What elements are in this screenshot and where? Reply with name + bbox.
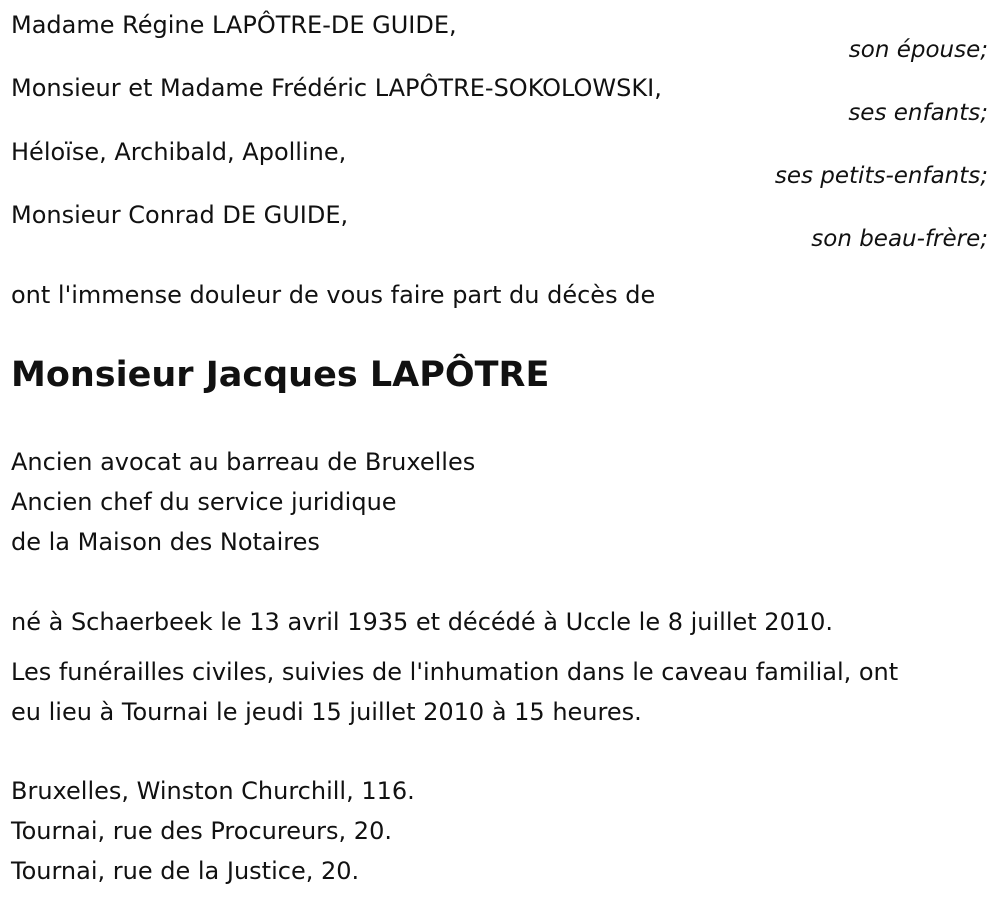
birth-death-dates: né à Schaerbeek le 13 avril 1935 et décédé à Uccle le 8 juillet 2010.	[11, 608, 833, 636]
address-line: Bruxelles, Winston Churchill, 116.	[11, 777, 415, 805]
deceased-title-line: Ancien avocat au barreau de Bruxelles	[11, 448, 476, 476]
family-member-relation: son épouse;	[848, 37, 988, 63]
deceased-title-line: Ancien chef du service juridique	[11, 488, 397, 516]
family-member-relation: ses enfants;	[848, 100, 988, 126]
funeral-text-line: Les funérailles civiles, suivies de l'inhumation dans le caveau familial, ont	[11, 658, 899, 686]
family-member-name: Madame Régine LAPÔTRE-DE GUIDE,	[11, 11, 457, 39]
family-member-relation: son beau-frère;	[811, 226, 988, 252]
funeral-text-line: eu lieu à Tournai le jeudi 15 juillet 2010 à 15 heures.	[11, 698, 642, 726]
deceased-name: Monsieur Jacques LAPÔTRE	[11, 355, 550, 395]
announcement-text: ont l'immense douleur de vous faire part du décès de	[11, 281, 656, 309]
family-member-relation: ses petits-enfants;	[774, 163, 988, 189]
family-member-name: Héloïse, Archibald, Apolline,	[11, 138, 347, 166]
deceased-title-line: de la Maison des Notaires	[11, 528, 320, 556]
address-line: Tournai, rue de la Justice, 20.	[11, 857, 360, 885]
address-line: Tournai, rue des Procureurs, 20.	[11, 817, 392, 845]
family-member-name: Monsieur Conrad DE GUIDE,	[11, 201, 349, 229]
family-member-name: Monsieur et Madame Frédéric LAPÔTRE-SOKOLOWSKI,	[11, 74, 662, 102]
